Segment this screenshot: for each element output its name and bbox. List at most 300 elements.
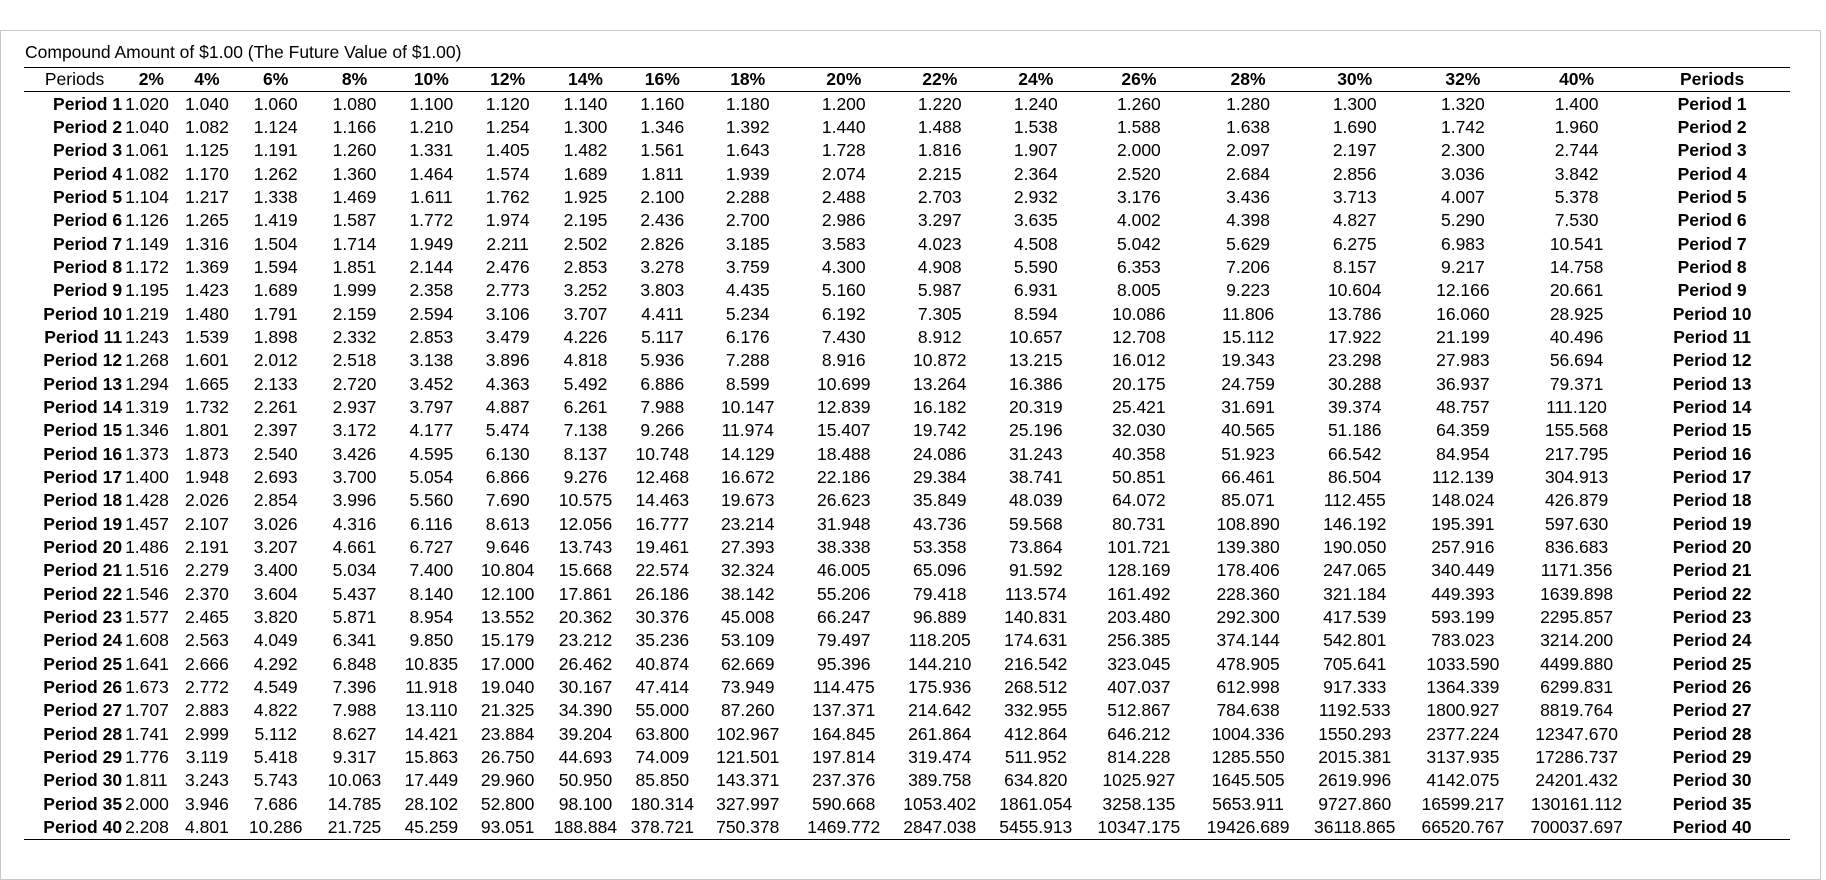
table-cell: 66.542 — [1327, 443, 1382, 464]
table-cell: 1.040 — [125, 116, 169, 137]
table-cell: 8.157 — [1332, 256, 1377, 277]
table-cell: 511.952 — [1004, 747, 1067, 768]
table-cell: 1025.927 — [1102, 770, 1176, 791]
table-cell: 10.699 — [816, 373, 871, 394]
table-cell: 40.565 — [1221, 420, 1275, 441]
table-cell: 1.220 — [917, 93, 962, 114]
table-cell: 1.741 — [125, 723, 169, 744]
table-cell: 66.461 — [1221, 467, 1275, 488]
table-cell: 36.937 — [1436, 373, 1490, 394]
table-cell: 1.160 — [640, 93, 685, 114]
row-label-right: Period 15 — [1672, 420, 1752, 441]
row-label: Period 10 — [43, 303, 123, 324]
table-cell: 20.661 — [1549, 280, 1604, 301]
table-cell: 118.205 — [908, 630, 971, 651]
table-cell: 12.708 — [1112, 326, 1166, 347]
table-cell: 2.107 — [185, 513, 229, 534]
table-cell: 1.611 — [410, 186, 453, 207]
table-cell: 51.186 — [1327, 420, 1382, 441]
table-cell: 155.568 — [1544, 420, 1609, 441]
table-cell: 19.343 — [1221, 350, 1275, 371]
table-cell: 1.254 — [485, 116, 530, 137]
table-cell: 1.539 — [185, 326, 229, 347]
table-cell: 10.286 — [236, 816, 315, 840]
table-cell: 2.197 — [1332, 140, 1377, 161]
table-cell: 1.126 — [125, 210, 169, 231]
table-cell: 28.925 — [1549, 303, 1604, 324]
table-cell: 1.742 — [1440, 116, 1485, 137]
table-cell: 26.750 — [480, 747, 535, 768]
table-cell: 11.974 — [721, 420, 774, 441]
table-cell: 700037.697 — [1519, 816, 1634, 840]
table-cell: 5.590 — [1013, 256, 1058, 277]
table-cell: 21.325 — [480, 700, 535, 721]
row-label: Period 12 — [43, 350, 123, 371]
table-cell: 10.541 — [1549, 233, 1604, 254]
table-cell: 23.884 — [480, 723, 535, 744]
table-row — [24, 443, 1790, 466]
table-row — [24, 629, 1790, 652]
row-label: Period 13 — [43, 373, 123, 394]
table-cell: 10.748 — [635, 443, 690, 464]
table-cell: 32.030 — [1112, 420, 1166, 441]
table-cell: 1.300 — [1332, 93, 1377, 114]
table-cell: 1861.054 — [999, 793, 1073, 814]
row-label-right: Period 10 — [1672, 303, 1752, 324]
table-cell: 9727.860 — [1318, 793, 1392, 814]
column-header: 18% — [700, 68, 795, 92]
row-label-right: Period 1 — [1677, 93, 1747, 114]
table-cell: 3.452 — [409, 373, 454, 394]
table-cell: 5.560 — [409, 490, 454, 511]
table-cell: 73.864 — [1009, 537, 1063, 558]
table-cell: 5.474 — [485, 420, 530, 441]
table-cell: 1.482 — [563, 140, 608, 161]
table-cell: 1469.772 — [795, 816, 892, 840]
table-row — [24, 232, 1790, 255]
table-cell: 1.488 — [917, 116, 962, 137]
table-cell: 1.346 — [640, 116, 685, 137]
table-cell: 5.437 — [332, 583, 377, 604]
table-cell: 12.468 — [635, 467, 690, 488]
row-label-right: Period 21 — [1672, 560, 1752, 581]
row-label-right: Period 29 — [1672, 747, 1752, 768]
table-cell: 5.378 — [1554, 186, 1599, 207]
table-row — [24, 279, 1790, 302]
table-cell: 87.260 — [720, 700, 775, 721]
table-row — [24, 302, 1790, 325]
table-cell: 2619.996 — [1318, 770, 1392, 791]
table-cell: 4.822 — [253, 700, 298, 721]
table-cell: 38.741 — [1009, 467, 1063, 488]
table-cell: 1.423 — [185, 280, 229, 301]
table-cell: 24.086 — [913, 443, 967, 464]
table-cell: 1.714 — [332, 233, 377, 254]
table-cell: 1033.590 — [1426, 653, 1500, 674]
table-cell: 6.116 — [410, 513, 453, 534]
table-cell: 2.773 — [485, 280, 530, 301]
table-cell: 10.657 — [1009, 326, 1063, 347]
table-cell: 190.050 — [1323, 537, 1387, 558]
table-cell: 217.795 — [1544, 443, 1609, 464]
table-cell: 47.414 — [635, 677, 690, 698]
table-cell: 7.400 — [409, 560, 454, 581]
row-label: Period 18 — [43, 490, 123, 511]
table-cell: 5.034 — [332, 560, 377, 581]
row-label: Period 28 — [43, 723, 123, 744]
table-cell: 4.007 — [1440, 186, 1485, 207]
table-cell: 95.396 — [816, 653, 871, 674]
table-cell: 1.898 — [253, 326, 298, 347]
row-label: Period 23 — [43, 607, 123, 628]
table-cell: 2.986 — [821, 210, 866, 231]
table-cell: 2.502 — [563, 233, 608, 254]
table-cell: 16.386 — [1009, 373, 1063, 394]
row-label: Period 17 — [43, 467, 123, 488]
table-cell: 16599.217 — [1421, 793, 1505, 814]
table-cell: 7.206 — [1226, 256, 1270, 277]
table-cell: 161.492 — [1107, 583, 1171, 604]
table-cell: 593.199 — [1431, 607, 1495, 628]
table-cell: 8.137 — [563, 443, 608, 464]
table-cell: 121.501 — [716, 747, 780, 768]
table-cell: 426.879 — [1544, 490, 1609, 511]
table-cell: 114.475 — [812, 677, 875, 698]
table-cell: 5.743 — [253, 770, 298, 791]
table-cell: 1.939 — [725, 163, 770, 184]
table-cell: 2.279 — [185, 560, 229, 581]
table-cell: 143.371 — [716, 770, 780, 791]
table-cell: 19.742 — [913, 420, 967, 441]
row-label-right: Period 24 — [1672, 630, 1752, 651]
table-cell: 4.887 — [485, 396, 530, 417]
table-cell: 327.997 — [716, 793, 780, 814]
table-cell: 27.393 — [720, 537, 775, 558]
table-cell: 2.826 — [640, 233, 685, 254]
table-cell: 4.549 — [253, 677, 298, 698]
table-cell: 17.922 — [1327, 326, 1382, 347]
table-cell: 1.060 — [253, 93, 298, 114]
column-header: 8% — [315, 68, 394, 92]
table-cell: 50.950 — [558, 770, 613, 791]
table-cell: 2295.857 — [1540, 607, 1614, 628]
table-cell: 24201.432 — [1535, 770, 1618, 791]
table-cell: 2.436 — [640, 210, 685, 231]
table-cell: 46.005 — [816, 560, 871, 581]
table-cell: 22.186 — [816, 467, 871, 488]
table-cell: 10.804 — [480, 560, 535, 581]
table-cell: 19.461 — [635, 537, 690, 558]
table-cell: 4.363 — [485, 373, 530, 394]
table-cell: 319.474 — [908, 747, 972, 768]
table-cell: 247.065 — [1323, 560, 1387, 581]
table-cell: 5.234 — [725, 303, 770, 324]
table-cell: 3214.200 — [1540, 630, 1614, 651]
table-cell: 4.908 — [917, 256, 962, 277]
table-cell: 1004.336 — [1211, 723, 1285, 744]
table-cell: 9.646 — [485, 537, 530, 558]
table-cell: 2.358 — [409, 280, 454, 301]
table-cell: 2.937 — [332, 396, 377, 417]
table-cell: 31.243 — [1009, 443, 1063, 464]
table-cell: 784.638 — [1216, 700, 1280, 721]
table-row — [24, 793, 1790, 816]
table-cell: 26.623 — [816, 490, 871, 511]
table-cell: 2.195 — [563, 210, 608, 231]
row-label: Period 22 — [43, 583, 123, 604]
table-cell: 2.476 — [485, 256, 530, 277]
table-cell: 6.848 — [332, 653, 377, 674]
table-cell: 5455.913 — [987, 816, 1084, 840]
table-cell: 39.374 — [1327, 396, 1382, 417]
table-row — [24, 606, 1790, 629]
table-cell: 2.563 — [185, 630, 229, 651]
table-cell: 4499.880 — [1540, 653, 1614, 674]
row-label: Period 40 — [24, 816, 125, 840]
table-cell: 3.176 — [1117, 186, 1161, 207]
table-cell: 3.138 — [409, 350, 454, 371]
table-cell: 1.588 — [1117, 116, 1161, 137]
table-cell: 261.864 — [908, 723, 972, 744]
table-cell: 66520.767 — [1407, 816, 1519, 840]
table-cell: 9.317 — [332, 747, 377, 768]
table-cell: 1192.533 — [1318, 700, 1391, 721]
table-cell: 3.297 — [917, 210, 962, 231]
table-cell: 44.693 — [558, 747, 613, 768]
table-cell: 2.261 — [253, 396, 298, 417]
row-label: Period 27 — [43, 700, 123, 721]
row-label: Period 29 — [43, 747, 123, 768]
table-cell: 4142.075 — [1426, 770, 1500, 791]
table-cell: 6.341 — [332, 630, 377, 651]
table-cell: 2.133 — [253, 373, 298, 394]
row-label-right: Period 23 — [1672, 607, 1752, 628]
table-cell: 15.112 — [1221, 326, 1275, 347]
table-cell: 646.212 — [1107, 723, 1171, 744]
table-cell: 30.167 — [558, 677, 613, 698]
table-cell: 3.426 — [332, 443, 377, 464]
table-cell: 16.012 — [1112, 350, 1166, 371]
table-cell: 4.435 — [725, 280, 770, 301]
table-row — [24, 559, 1790, 582]
table-cell: 1.180 — [725, 93, 770, 114]
column-header: 10% — [394, 68, 469, 92]
table-cell: 16.672 — [720, 467, 775, 488]
row-label: Period 15 — [43, 420, 123, 441]
table-cell: 1.949 — [409, 233, 454, 254]
table-cell: 1.061 — [125, 140, 169, 161]
table-cell: 917.333 — [1323, 677, 1387, 698]
table-cell: 2.854 — [253, 490, 298, 511]
table-cell: 80.731 — [1112, 513, 1166, 534]
table-cell: 1.811 — [641, 163, 684, 184]
table-cell: 8.954 — [409, 607, 454, 628]
table-cell: 389.758 — [908, 770, 972, 791]
row-label-right: Period 14 — [1672, 396, 1752, 417]
table-cell: 2.397 — [253, 420, 298, 441]
row-label-right: Period 19 — [1672, 513, 1752, 534]
table-cell: 7.288 — [725, 350, 770, 371]
table-cell: 8.912 — [917, 326, 962, 347]
table-row — [24, 466, 1790, 489]
table-cell: 2.300 — [1440, 140, 1485, 161]
table-cell: 50.851 — [1112, 467, 1166, 488]
table-cell: 108.890 — [1216, 513, 1280, 534]
row-label: Period 16 — [43, 443, 123, 464]
table-cell: 86.504 — [1327, 467, 1382, 488]
table-cell: 1.082 — [125, 163, 169, 184]
table-cell: 2.883 — [185, 700, 229, 721]
row-label: Period 20 — [43, 537, 123, 558]
table-cell: 1.392 — [725, 116, 770, 137]
table-cell: 3.026 — [253, 513, 298, 534]
table-cell: 4.661 — [332, 537, 377, 558]
table-cell: 63.800 — [635, 723, 690, 744]
column-header: 40% — [1519, 68, 1634, 92]
table-cell: 1.149 — [125, 233, 169, 254]
table-cell: 9.276 — [563, 467, 608, 488]
row-label: Period 14 — [43, 396, 123, 417]
table-cell: 1.217 — [185, 186, 229, 207]
table-cell: 48.757 — [1436, 396, 1490, 417]
table-cell: 478.905 — [1216, 653, 1280, 674]
table-cell: 750.378 — [700, 816, 795, 840]
table-cell: 1.140 — [563, 93, 608, 114]
table-cell: 140.831 — [1004, 607, 1068, 628]
table-cell: 374.144 — [1216, 630, 1280, 651]
table-cell: 102.967 — [716, 723, 780, 744]
table-cell: 1.732 — [185, 396, 229, 417]
table-cell: 1.170 — [185, 163, 229, 184]
table-cell: 6.866 — [485, 467, 530, 488]
table-cell: 130161.112 — [1531, 793, 1623, 814]
table-cell: 4.411 — [641, 303, 684, 324]
table-cell: 3.996 — [332, 490, 377, 511]
table-cell: 1.689 — [563, 163, 608, 184]
table-cell: 53.358 — [913, 537, 967, 558]
table-cell: 2.465 — [185, 607, 229, 628]
table-cell: 10.872 — [913, 350, 967, 371]
table-cell: 1.801 — [185, 420, 229, 441]
table-cell: 56.694 — [1549, 350, 1604, 371]
row-label-right: Period 28 — [1672, 723, 1752, 744]
table-cell: 4.398 — [1226, 210, 1270, 231]
table-cell: 1.587 — [332, 210, 377, 231]
table-cell: 9.266 — [640, 420, 685, 441]
table-cell: 14.129 — [720, 443, 775, 464]
row-label-right: Period 11 — [1673, 326, 1752, 347]
table-cell: 2.000 — [1117, 140, 1161, 161]
table-cell: 15.668 — [558, 560, 613, 581]
table-cell: 27.983 — [1436, 350, 1490, 371]
table-cell: 15.179 — [480, 630, 535, 651]
table-cell: 30.376 — [635, 607, 690, 628]
table-cell: 3.400 — [253, 560, 298, 581]
table-cell: 1.260 — [1117, 93, 1161, 114]
table-cell: 590.668 — [812, 793, 876, 814]
table-cell: 5653.911 — [1212, 793, 1284, 814]
table-cell: 323.045 — [1107, 653, 1171, 674]
column-header: 6% — [236, 68, 315, 92]
table-cell: 1.300 — [563, 116, 608, 137]
table-cell: 55.000 — [635, 700, 690, 721]
table-cell: 407.037 — [1107, 677, 1171, 698]
row-label: Period 4 — [53, 163, 123, 184]
table-cell: 3.185 — [725, 233, 770, 254]
table-cell: 180.314 — [630, 793, 694, 814]
table-cell: 6.931 — [1013, 280, 1058, 301]
table-cell: 228.360 — [1216, 583, 1280, 604]
header-row — [24, 68, 1790, 92]
table-cell: 597.630 — [1544, 513, 1609, 534]
compound-amount-table — [24, 67, 1790, 840]
table-cell: 2.700 — [725, 210, 770, 231]
table-cell: 91.592 — [1009, 560, 1063, 581]
row-label-right: Period 25 — [1672, 653, 1752, 674]
table-cell: 85.850 — [635, 770, 690, 791]
table-cell: 73.949 — [720, 677, 775, 698]
table-cell: 96.889 — [913, 607, 967, 628]
table-row — [24, 186, 1790, 209]
table-cell: 52.800 — [480, 793, 535, 814]
table-cell: 2.853 — [409, 326, 454, 347]
table-cell: 59.568 — [1009, 513, 1063, 534]
table-cell: 2.693 — [253, 467, 298, 488]
table-cell: 5.042 — [1117, 233, 1161, 254]
table-cell: 146.192 — [1323, 513, 1387, 534]
table-cell: 21.199 — [1436, 326, 1490, 347]
table-cell: 1.082 — [185, 116, 229, 137]
table-row — [24, 699, 1790, 722]
table-row — [24, 513, 1790, 536]
table-cell: 19426.689 — [1193, 816, 1302, 840]
row-label-right: Period 17 — [1672, 467, 1752, 488]
table-cell: 7.686 — [253, 793, 298, 814]
table-cell: 1800.927 — [1426, 700, 1500, 721]
row-label-right: Period 16 — [1672, 443, 1752, 464]
row-label-right: Period 3 — [1677, 140, 1747, 161]
table-cell: 2.074 — [821, 163, 866, 184]
table-cell: 98.100 — [558, 793, 613, 814]
table-cell: 1.191 — [253, 140, 298, 161]
table-cell: 164.845 — [812, 723, 876, 744]
table-cell: 137.371 — [812, 700, 876, 721]
table-cell: 3.172 — [332, 420, 377, 441]
table-cell: 38.142 — [720, 583, 775, 604]
column-header: 2% — [125, 68, 178, 92]
table-row — [24, 769, 1790, 792]
table-cell: 11.806 — [1221, 303, 1275, 324]
table-row — [24, 583, 1790, 606]
table-cell: 62.669 — [720, 653, 775, 674]
table-cell: 3.252 — [563, 280, 608, 301]
table-row — [24, 536, 1790, 559]
table-cell: 26.186 — [635, 583, 690, 604]
table-cell: 18.488 — [816, 443, 871, 464]
row-label-right: Period 6 — [1677, 210, 1747, 231]
table-cell: 1.400 — [1554, 93, 1599, 114]
table-cell: 1.762 — [485, 186, 530, 207]
table-cell: 3258.135 — [1102, 793, 1176, 814]
table-cell: 2.191 — [185, 537, 229, 558]
table-cell: 3.946 — [185, 793, 229, 814]
table-cell: 2.100 — [640, 186, 685, 207]
column-header: 16% — [624, 68, 700, 92]
table-cell: 3.604 — [253, 583, 298, 604]
table-cell: 53.109 — [720, 630, 775, 651]
table-cell: 10.575 — [558, 490, 613, 511]
table-cell: 13.264 — [913, 373, 967, 394]
